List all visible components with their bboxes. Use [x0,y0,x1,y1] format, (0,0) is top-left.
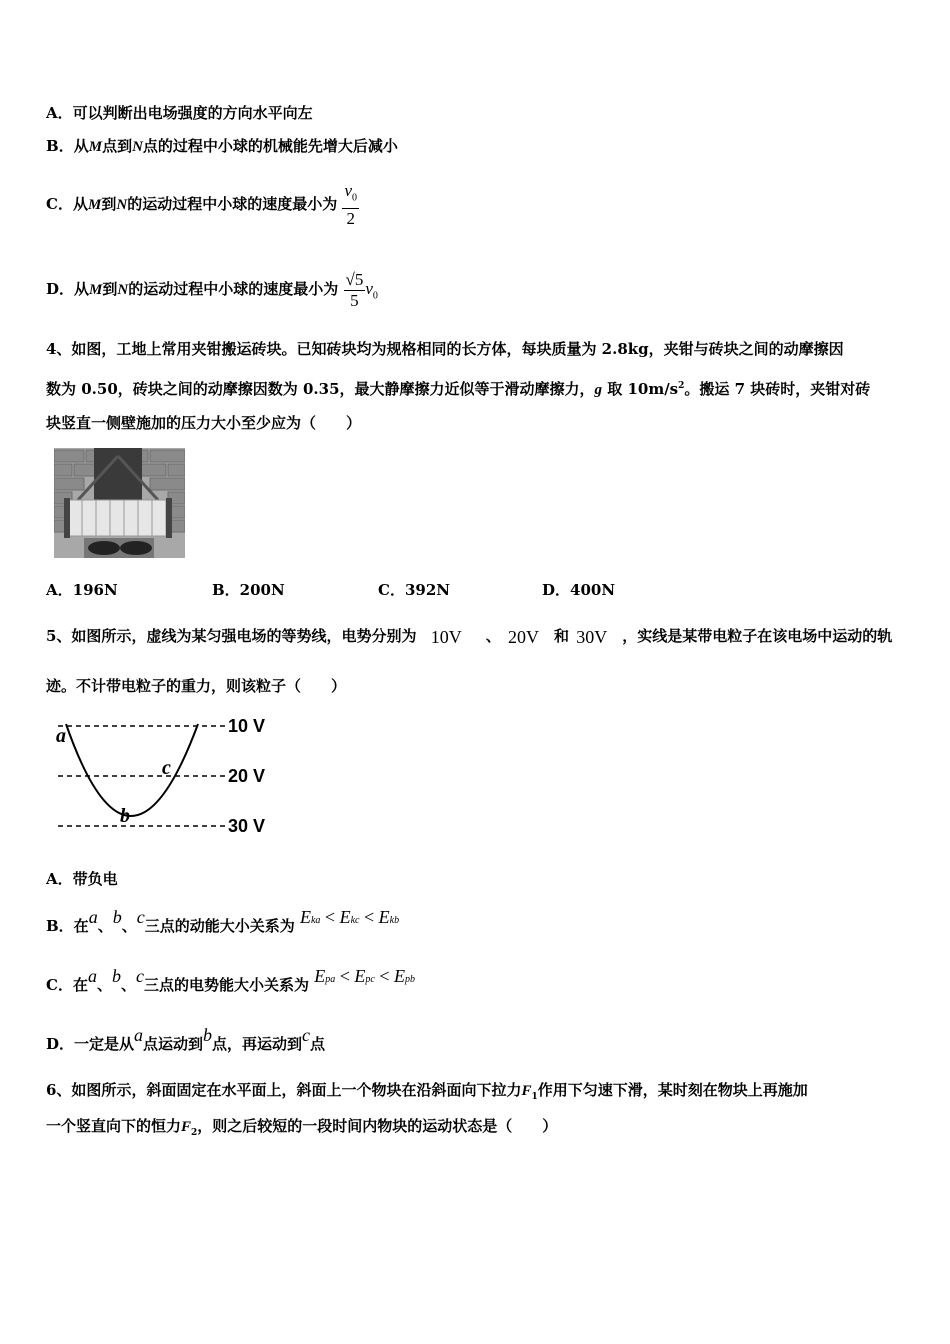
option-a: A．可以判断出电场强度的方向水平向左 [46,104,313,122]
q5-line1: 5、如图所示，虚线为某匀强电场的等势线，电势分别为 10V 、 20V 和 30V ，实线是某带电粒子在该电场中运动的轨 [46,627,893,647]
option-b: B．从M点到N点的过程中小球的机械能先增大后减小 [46,137,398,155]
q5-option-c: C．在a、b、c三点的电势能大小关系为 Epa < Epc < Epb [46,966,415,994]
q4-line1: 4、如图，工地上常用夹钳搬运砖块。已知砖块均为规格相同的长方体，每块质量为 2.8kg，夹钳与砖块之间的动摩擦因 [46,340,844,358]
fraction-v0-over-2: $\frac{v_0}{2}$ [344,180,357,229]
q4-option-c: C．392N [378,581,450,599]
q5-option-d: D．一定是从a点运动到b点，再运动到c点 [46,1025,326,1053]
q4-option-d: D．400N [542,581,616,599]
label-30v: 30 V [228,816,266,836]
label-a: a [56,725,66,747]
q4-option-a: A．196N [46,581,118,599]
brick-clamp-photo [54,448,185,558]
q5-option-b: B．在a、b、c三点的动能大小关系为 Eka < Ekc < Ekb [46,907,400,935]
q4-line2: 数为 0.50，砖块之间的动摩擦因数为 0.35，最大静摩擦力近似等于滑动摩擦力，g 取 $10m/s^2$。搬运 7 块砖时，夹钳对砖 [46,380,871,398]
q5-line2: 迹。不计带电粒子的重力，则该粒子（ ） [46,677,347,695]
label-c: c [162,757,171,779]
q6-line2: 一个竖直向下的恒力$F_2$，则之后较短的一段时间内物块的运动状态是（ ） [46,1117,558,1138]
q5-option-a: A．带负电 [46,870,118,888]
q6-line1: 6、如图所示，斜面固定在水平面上，斜面上一个物块在沿斜面向下拉力$F_1$作用下匀速下滑，某时刻在物块上再施加 [46,1081,808,1102]
equipotential-figure [52,708,282,838]
option-c: C．从M到N的运动过程中小球的速度最小为 $\frac{v_0}{2}$ [46,180,357,229]
q4-option-b: B．200N [212,581,285,599]
label-b: b [120,805,130,827]
option-d: D．从M到N的运动过程中小球的速度最小为 $\frac{√5}{5}$ $v_0$ [46,269,378,310]
q4-line3: 块竖直一侧壁施加的压力大小至少应为（ ） [46,414,362,432]
fraction-sqrt5-over-5: $\frac{√5}{5}$ [345,269,364,310]
label-20v: 20 V [228,766,266,786]
label-10v: 10 V [228,716,266,736]
